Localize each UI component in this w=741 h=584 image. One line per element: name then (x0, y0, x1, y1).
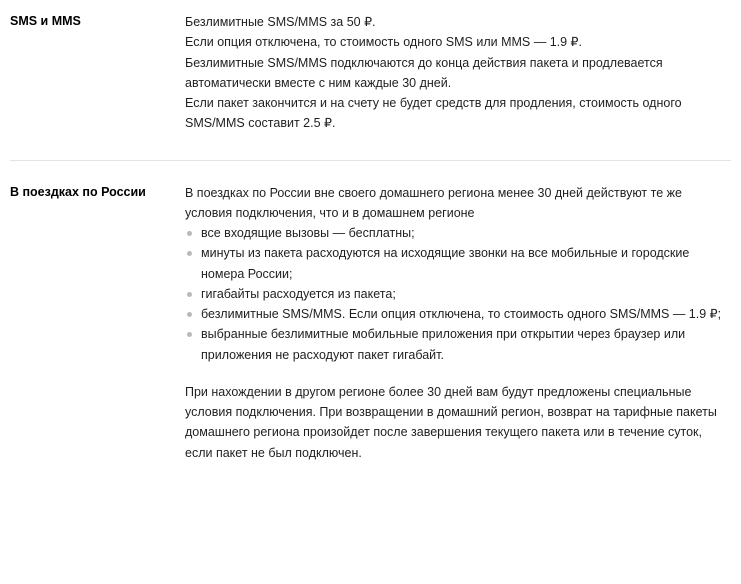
travel-outro-paragraph: При нахождении в другом регионе более 30 дней вам будут предложены специальные условия подключения. При возвращении в домашний регион, возврат на тарифные пакеты домашнего региона произойдет после завершения текущего пакета или в течение суток, если пакет не был подключен. (185, 384, 717, 460)
section-term-travel-russia: В поездках по России (10, 184, 146, 199)
sms-price-paragraph: Безлимитные SMS/MMS за 50 ₽. (185, 15, 376, 29)
section-term-sms-mms: SMS и MMS (10, 14, 81, 28)
pre-divider-spacer (0, 134, 741, 160)
list-item: все входящие вызовы — бесплатны; (185, 223, 731, 243)
section-description-sms-mms (185, 12, 731, 134)
travel-conditions-list (185, 223, 731, 365)
sms-renewal-paragraph: Безлимитные SMS/MMS подключаются до конца действия пакета и продлевается автоматически вместе с ним каждые 30 дней. (185, 55, 663, 90)
section-sms-mms (0, 0, 741, 134)
list-item: безлимитные SMS/MMS. Если опция отключена, то стоимость одного SMS/MMS — 1.9 ₽; (185, 304, 731, 324)
list-item: выбранные безлимитные мобильные приложения при открытии через браузер или приложения не расходуют пакет гигабайт. (185, 324, 731, 365)
travel-intro-paragraph: В поездках по России вне своего домашнего региона менее 30 дней действуют те же условия подключения, что и в домашнем регионе (185, 185, 682, 220)
section-description-travel-russia (185, 183, 731, 463)
post-divider-spacer (0, 161, 741, 183)
list-item: минуты из пакета расходуются на исходящие звонки на все мобильные и городские номера России; (185, 243, 731, 284)
sms-option-disabled-paragraph: Если опция отключена, то стоимость одного SMS или MMS — 1.9 ₽. (185, 35, 582, 50)
sms-no-funds-paragraph: Если пакет закончится и на счету не будет средств для продления, стоимость одного SMS/MMS составит 2.5 ₽. (185, 96, 682, 131)
section-travel-russia (0, 183, 741, 463)
list-item: гигабайты расходуется из пакета; (185, 284, 731, 304)
